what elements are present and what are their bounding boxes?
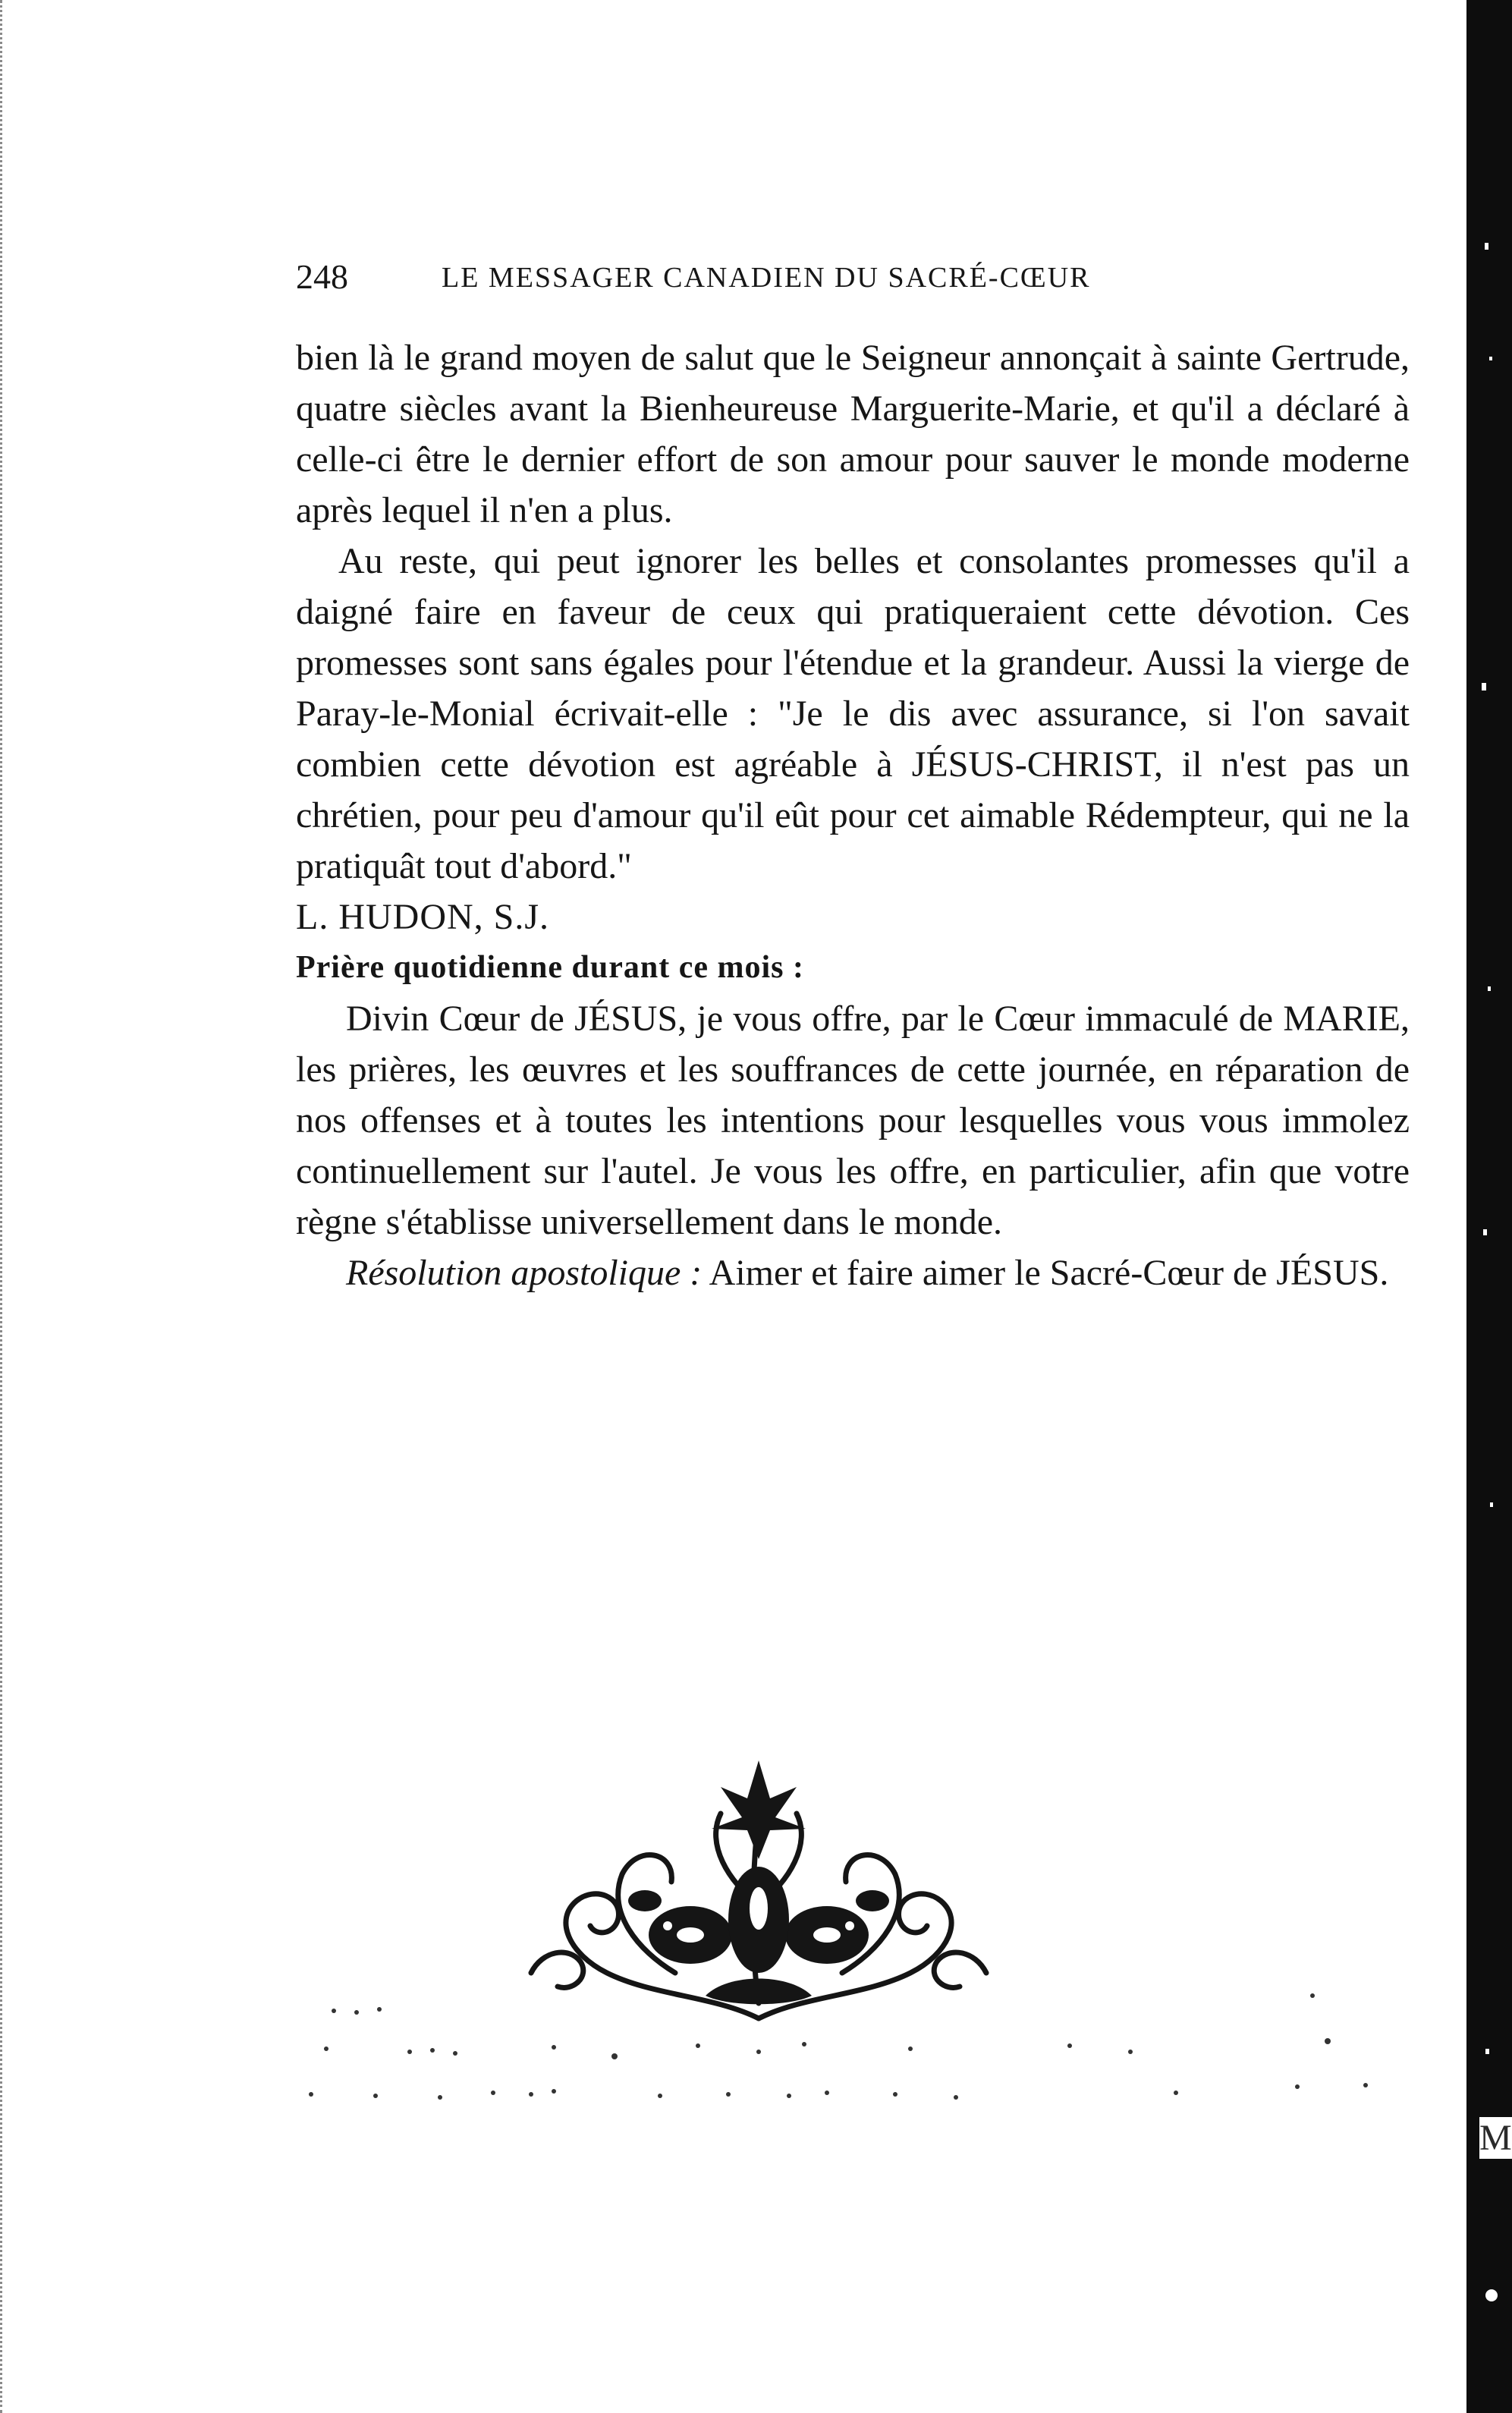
resolution-line <box>296 1247 1410 1298</box>
running-title: LE MESSAGER CANADIEN DU SACRÉ-CŒUR <box>442 262 1091 294</box>
page-number: 248 <box>296 257 348 296</box>
resolution-label: Résolution apostolique : <box>346 1253 703 1293</box>
author-signature <box>296 892 1410 942</box>
paragraph-continuation: bien là le grand moyen de salut que le Seigneur annonçait à sainte Gertrude, quatre siècles avant la Bienheureuse Marguerite-Marie, et qu'il a déclaré à celle-ci être le dernier effort de son amour pour sauver le monde moderne après lequel il n'en a plus. <box>296 338 1410 530</box>
print-specks <box>303 1973 1404 2170</box>
page-header <box>296 256 1275 302</box>
signature-text: L. HUDON, S.J. <box>296 897 550 937</box>
prayer-heading: Prière quotidienne durant ce mois : <box>296 950 805 985</box>
resolution-text: Aimer et faire aimer le Sacré-Cœur de <box>709 1253 1268 1293</box>
text-block <box>296 332 1410 1298</box>
adjacent-page-fragment: M <box>1479 2118 1512 2158</box>
spine-specks <box>1466 0 1512 2413</box>
paragraph-promises: Au reste, qui peut ignorer les belles et consolantes promesses qu'il a daigné faire en faveur de ceux qui pratiqueraient cette dévotion. Ces promesses sont sans égales pour l'étendue et la grandeur. Aussi la vierge de Paray-le-Monial écrivait-elle : "Je le dis avec assurance, si l'on savait combien cette dévotion est agréable à JÉSUS-CHRIST, il n'est pas un chrétien, pour peu d'amour qu'il eût pour cet aimable Rédempteur, qui ne la pratiquât tout d'abord." <box>296 541 1410 886</box>
page-left-edge <box>0 0 14 2413</box>
prayer-text: Divin Cœur de JÉSUS, je vous offre, par le Cœur immaculé de MARIE, les prières, les œuvres et les souffrances de cette journée, en réparation de nos offenses et à toutes les intentions pour lesquelles vous vous immolez continuellement sur l'autel. Je vous les offre, en particulier, afin que votre règne s'établisse universellement dans le monde. <box>296 999 1410 1242</box>
resolution-name: JÉSUS. <box>1276 1253 1389 1293</box>
